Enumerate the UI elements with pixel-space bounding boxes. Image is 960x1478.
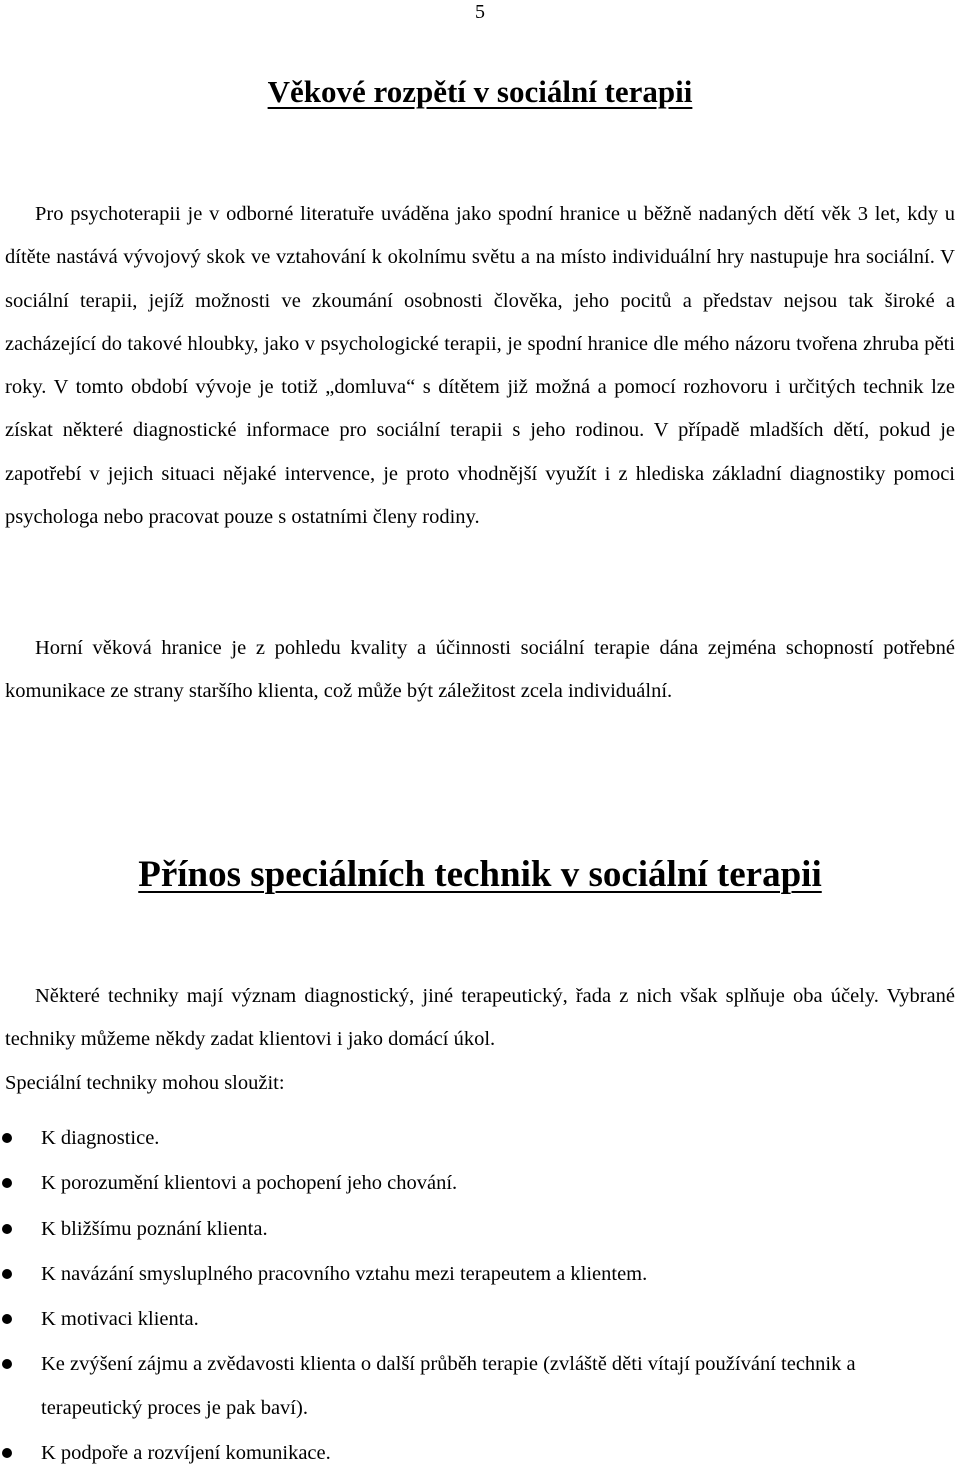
list-item-text: Ke zvýšení zájmu a zvědavosti klienta o další průběh terapie (zvláště děti vítají používání technik a terapeutický proces je pak baví). — [41, 1353, 856, 1419]
list-item — [0, 1253, 960, 1296]
paragraph-text: Horní věková hranice je z pohledu kvality a účinnosti sociální terapie dána zejména schopností potřebné komunikace ze strany staršího klienta, což může být záležitost zcela individuální. — [5, 637, 955, 703]
list-item — [0, 1432, 960, 1475]
section-title-special-techniques: Přínos speciálních technik v sociální terapii — [138, 854, 822, 895]
bullet-icon — [2, 1269, 12, 1279]
list-item-text: K podpoře a rozvíjení komunikace. — [41, 1442, 331, 1465]
bullet-icon — [2, 1133, 12, 1143]
list-item-text: K bližšímu poznání klienta. — [41, 1217, 268, 1240]
paragraph-techniques-intro — [5, 975, 955, 1105]
bullet-icon — [2, 1359, 12, 1369]
bullet-icon — [2, 1178, 12, 1188]
paragraph-age-lower-limit — [5, 193, 955, 539]
list-item-text: K diagnostice. — [41, 1127, 160, 1149]
list-item — [0, 1162, 960, 1205]
list-item-text: K navázání smysluplného pracovního vztahu mezi terapeutem a klientem. — [41, 1262, 648, 1285]
list-item-text: K motivaci klienta. — [41, 1308, 199, 1331]
list-item — [0, 1343, 960, 1430]
paragraph-text: Pro psychoterapii je v odborné literatuře uváděna jako spodní hranice u běžně nadaných dětí věk 3 let, kdy u dítěte nastává vývojový skok ve vztahování k okolnímu světu a na místo individuální hry nastupuje hra sociální. V sociální terapii, jejíž možnosti ve zkoumání osobnosti člověka, jeho pocitů a představ nejsou tak široké a zacházející do takové hloubky, jako v psychologické terapii, je spodní hranice dle mého názoru tvořena zhruba pěti roky. V tomto období vývoje je totiž „domluva“ s dítětem již možná a pomocí rozhovoru i určitých technik lze získat některé diagnostické informace pro sociální terapii s jeho rodinou. V případě mladších dětí, pokud je zapotřebí v jejich situaci nějaké intervence, je proto vhodnější využít i z hlediska základní diagnostiky pomoci psychologa nebo pracovat pouze s ostatními členy rodiny. — [5, 203, 955, 529]
list-item — [0, 1208, 960, 1251]
list-item — [0, 1117, 960, 1160]
paragraph-text: Některé techniky mají význam diagnostický, jiné terapeutický, řada z nich však splňuje oba účely. Vybrané techniky můžeme někdy zadat klientovi i jako domácí úkol. — [5, 985, 955, 1051]
paragraph-lead-in: Speciální techniky mohou sloužit: — [5, 1071, 285, 1094]
techniques-purpose-list — [0, 1117, 960, 1478]
paragraph-age-upper-limit — [5, 627, 955, 714]
bullet-icon — [2, 1448, 12, 1458]
bullet-icon — [2, 1314, 12, 1324]
list-item-text: K porozumění klientovi a pochopení jeho chování. — [41, 1172, 458, 1195]
page-number: 5 — [475, 1, 485, 23]
list-item — [0, 1298, 960, 1341]
bullet-icon — [2, 1224, 12, 1234]
section-title-age-range: Věkové rozpětí v sociální terapii — [267, 74, 693, 109]
